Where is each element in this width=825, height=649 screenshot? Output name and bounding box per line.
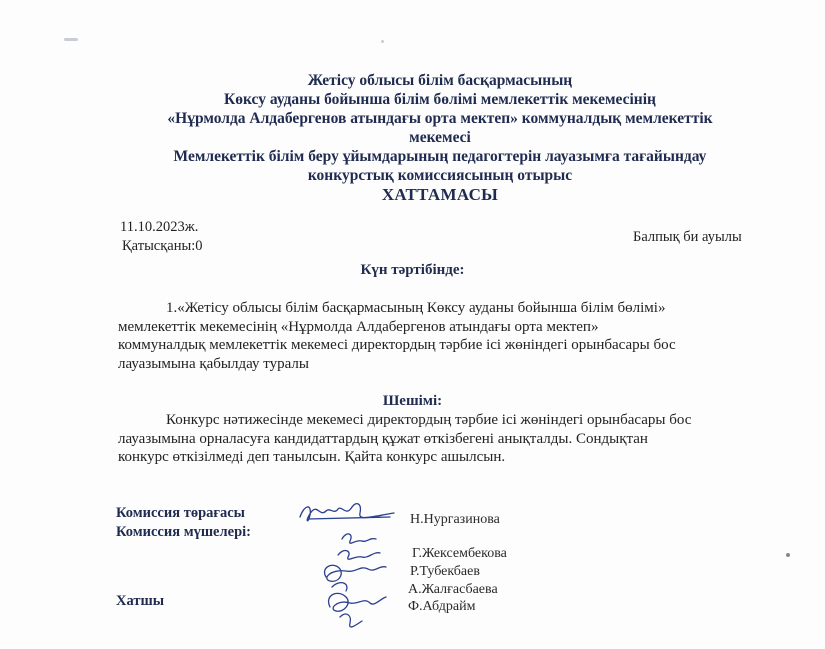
scan-speck <box>786 553 790 557</box>
agenda-line: 1.«Жетісу облысы білім басқармасының Көксу ауданы бойынша білім бөлімі» <box>166 300 666 316</box>
scan-speck <box>381 40 384 43</box>
secretary-label: Хатшы <box>116 593 165 609</box>
header-line: конкурстық комиссиясының отырыс <box>307 167 573 184</box>
document-date: 11.10.2023ж. <box>120 219 199 235</box>
agenda-title: Күн тәртібінде: <box>360 262 465 278</box>
decision-line: лауазымына орналасуға кандидаттардың құжат өткізбегені анықталды. Сондықтан <box>118 430 648 447</box>
header-line: мекемесі <box>409 129 471 146</box>
members-label: Комиссия мүшелері: <box>116 524 251 540</box>
participants-count: Қатысқаны:0 <box>122 238 203 254</box>
decision-line: Конкурс нәтижесінде мекемесі директордың тәрбие ісі жөніндегі орынбасары бос <box>166 412 692 428</box>
member-name: Р.Тубекбаев <box>410 564 480 579</box>
member-name: Ф.Абдрайм <box>408 599 476 614</box>
member-name: Г.Жексембекова <box>412 546 507 561</box>
header-line: Көксу ауданы бойынша білім бөлімі мемлекеттік мекемесінің <box>224 91 656 108</box>
decision-title: Шешімі: <box>382 393 443 409</box>
location: Балпық би ауылы <box>633 229 742 245</box>
header-line: Мемлекеттік білім беру ұйымдарының педагогтерін лауазымға тағайындау <box>173 148 707 165</box>
handwritten-signatures <box>290 495 420 645</box>
document-title: ХАТТАМАСЫ <box>381 185 499 204</box>
decision-line: конкурс өткізілмеді деп танылсын. Қайта конкурс ашылсын. <box>118 449 506 465</box>
agenda-line: мемлекеттік мекемесінің «Нұрмолда Алдабергенов атындағы орта мектеп» <box>118 318 599 335</box>
scan-speck <box>64 38 78 41</box>
header-line: «Нұрмолда Алдабергенов атындағы орта мектеп» коммуналдық мемлекеттік <box>167 110 713 127</box>
agenda-line: лауазымына қабылдау туралы <box>118 355 309 372</box>
chair-label: Комиссия төрағасы <box>116 505 245 521</box>
chair-name: Н.Нургазинова <box>410 512 500 527</box>
agenda-text <box>118 299 768 373</box>
header-line: Жетісу облысы білім басқармасының <box>307 72 573 89</box>
decision-text <box>118 411 768 467</box>
document-header <box>110 71 770 204</box>
agenda-line: коммуналдық мемлекеттік мекемесі директордың тәрбие ісі жөніндегі орынбасары бос <box>118 337 676 353</box>
member-name: А.Жалғасбаева <box>408 582 498 597</box>
